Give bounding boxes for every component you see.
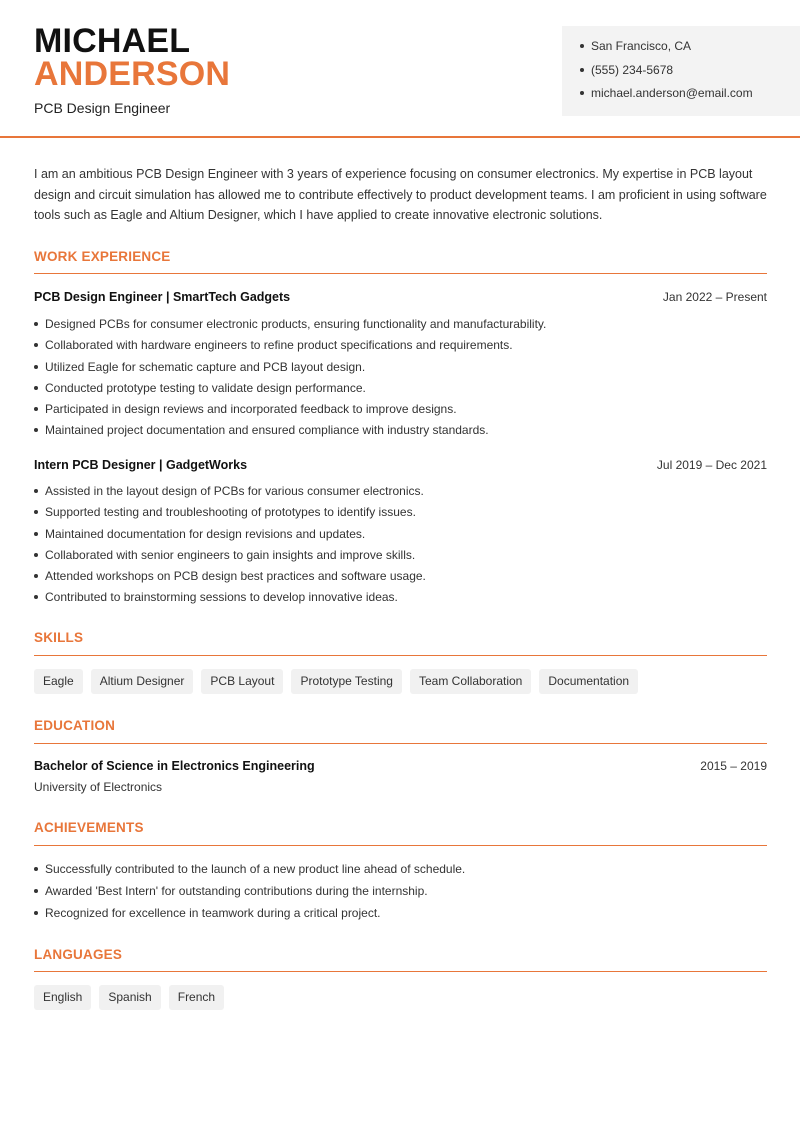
skill-tag: Documentation xyxy=(539,669,638,694)
first-name: MICHAEL xyxy=(34,22,191,60)
section-title-languages: LANGUAGES xyxy=(34,947,123,962)
bullet-text: Designed PCBs for consumer electronic products, ensuring functionality and manufacturability. xyxy=(45,317,547,331)
bullet-text: Contributed to brainstorming sessions to develop innovative ideas. xyxy=(45,590,398,605)
bullet-icon xyxy=(34,510,38,514)
job-role: Intern PCB Designer | GadgetWorks xyxy=(34,458,248,472)
bullet-text: Utilized Eagle for schematic capture and PCB layout design. xyxy=(45,359,366,374)
section-divider xyxy=(34,655,767,656)
section-divider xyxy=(34,971,767,972)
degree: Bachelor of Science in Electronics Engineering xyxy=(34,759,315,773)
job-dates: Jul 2019 – Dec 2021 xyxy=(656,458,767,472)
skill-tag: Eagle xyxy=(34,669,83,694)
bullet-icon xyxy=(34,867,38,871)
bullet-icon xyxy=(34,489,38,493)
bullet-icon xyxy=(34,595,38,599)
bullet-icon xyxy=(580,44,584,48)
list-item xyxy=(34,861,767,883)
list-item xyxy=(34,905,767,927)
summary-paragraph: I am an ambitious PCB Design Engineer with 3 years of experience focusing on consumer electronics. My expertise in PCB layout design and circuit simulation has allowed me to contribute effectively to product development teams. I am proficient in using software tools such as Eagle and Altium Designer, which I have applied to create innovative electronic solutions. xyxy=(34,167,767,222)
section-title-education: EDUCATION xyxy=(34,718,116,733)
contact-email xyxy=(580,85,800,109)
list-item xyxy=(34,401,767,422)
school-name: University of Electronics xyxy=(34,780,163,794)
list-item xyxy=(34,380,767,401)
job-title: PCB Design Engineer xyxy=(34,100,171,116)
bullet-text: Conducted prototype testing to validate design performance. xyxy=(45,380,366,395)
contact-phone xyxy=(580,62,800,86)
list-item xyxy=(34,316,767,337)
job-role: PCB Design Engineer | SmartTech Gadgets xyxy=(34,290,291,304)
bullet-icon xyxy=(34,365,38,369)
job-dates: Jan 2022 – Present xyxy=(662,290,767,304)
list-item xyxy=(34,547,767,568)
bullet-text: Maintained documentation for design revisions and updates. xyxy=(45,526,366,541)
bullet-text: Collaborated with hardware engineers to refine product specifications and requirements. xyxy=(45,338,513,353)
bullet-text: Participated in design reviews and incorporated feedback to improve designs. xyxy=(45,402,457,417)
section-title-skills: SKILLS xyxy=(34,630,84,645)
bullet-icon xyxy=(34,574,38,578)
education-dates: 2015 – 2019 xyxy=(700,759,767,773)
list-item xyxy=(34,337,767,358)
bullet-icon xyxy=(34,386,38,390)
section-title-achievements: ACHIEVEMENTS xyxy=(34,820,144,835)
skill-tag: PCB Layout xyxy=(201,669,283,694)
phone-text: (555) 234-5678 xyxy=(591,62,674,77)
list-item xyxy=(34,526,767,547)
section-title-work: WORK EXPERIENCE xyxy=(34,249,171,264)
job-header xyxy=(34,290,767,304)
job-bullets xyxy=(34,316,767,444)
location-text: San Francisco, CA xyxy=(591,39,692,53)
last-name: ANDERSON xyxy=(34,55,231,93)
list-item xyxy=(34,504,767,525)
list-item xyxy=(34,589,767,610)
list-item xyxy=(34,422,767,443)
contact-location xyxy=(580,38,800,62)
bullet-text: Successfully contributed to the launch of a new product line ahead of schedule. xyxy=(45,862,466,876)
section-divider xyxy=(34,273,767,274)
bullet-text: Assisted in the layout design of PCBs for various consumer electronics. xyxy=(45,484,424,498)
achievement-bullets xyxy=(34,861,767,927)
language-tag: Spanish xyxy=(99,985,160,1010)
bullet-icon xyxy=(34,911,38,915)
skill-tag: Team Collaboration xyxy=(410,669,531,694)
education-header xyxy=(34,759,767,773)
bullet-icon xyxy=(580,68,584,72)
bullet-text: Supported testing and troubleshooting of prototypes to identify issues. xyxy=(45,505,416,520)
bullet-text: Maintained project documentation and ensured compliance with industry standards. xyxy=(45,423,489,438)
list-item xyxy=(34,483,767,504)
bullet-text: Collaborated with senior engineers to gain insights and improve skills. xyxy=(45,547,416,562)
language-tag: French xyxy=(169,985,224,1010)
bullet-icon xyxy=(34,322,38,326)
list-item xyxy=(34,568,767,589)
contact-box xyxy=(562,26,800,116)
skill-tag: Prototype Testing xyxy=(291,669,402,694)
section-divider xyxy=(34,743,767,744)
skills-tags xyxy=(34,669,638,694)
bullet-icon xyxy=(34,407,38,411)
bullet-text: Recognized for excellence in teamwork during a critical project. xyxy=(45,906,381,920)
bullet-text: Awarded 'Best Intern' for outstanding contributions during the internship. xyxy=(45,884,428,898)
resume-header xyxy=(0,0,800,138)
job-header xyxy=(34,458,767,472)
list-item xyxy=(34,883,767,905)
section-divider xyxy=(34,845,767,846)
bullet-icon xyxy=(34,889,38,893)
bullet-text: Attended workshops on PCB design best practices and software usage. xyxy=(45,569,426,584)
bullet-icon xyxy=(34,428,38,432)
list-item xyxy=(34,359,767,380)
bullet-icon xyxy=(34,343,38,347)
bullet-icon xyxy=(580,91,584,95)
bullet-icon xyxy=(34,532,38,536)
language-tags xyxy=(34,985,224,1010)
language-tag: English xyxy=(34,985,91,1010)
bullet-icon xyxy=(34,553,38,557)
email-text: michael.anderson@email.com xyxy=(591,86,753,100)
job-bullets xyxy=(34,483,767,611)
skill-tag: Altium Designer xyxy=(91,669,194,694)
